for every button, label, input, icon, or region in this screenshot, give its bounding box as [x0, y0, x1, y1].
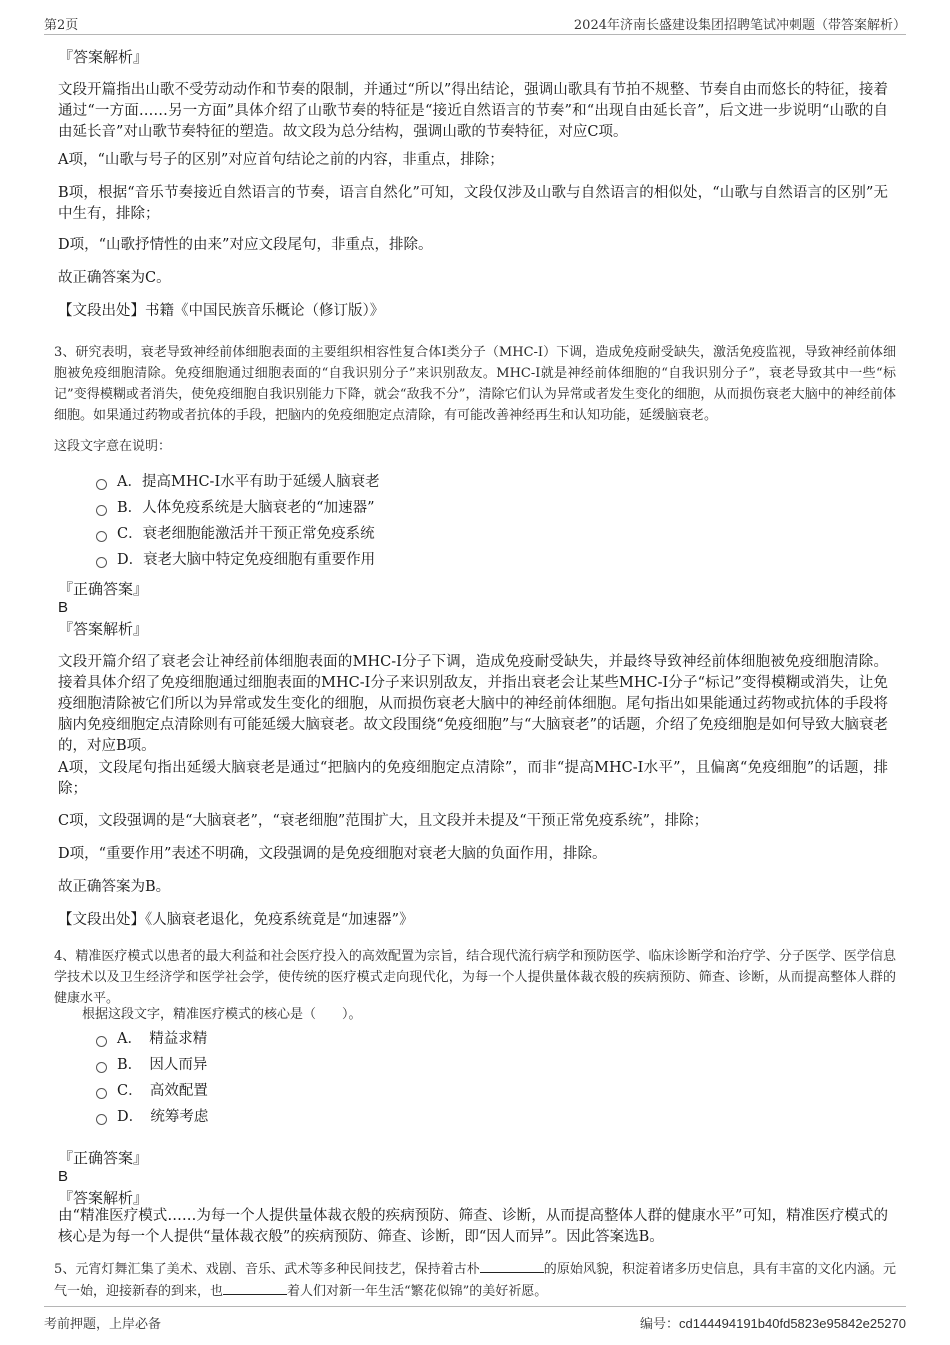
q3-option-d[interactable]: D．衰老大脑中特定免疫细胞有重要作用	[96, 550, 375, 570]
document-title: 2024年济南长盛建设集团招聘笔试冲刺题（带答案解析）	[573, 18, 906, 33]
q2-source: 【文段出处】书籍《中国民族音乐概论（修订版）》	[58, 303, 385, 319]
fill-blank-1[interactable]	[480, 1258, 544, 1273]
q2-conclusion: 故正确答案为C。	[58, 270, 171, 286]
q4-option-d[interactable]: D． 统筹考虑	[96, 1107, 208, 1127]
radio-button-icon[interactable]	[96, 1036, 107, 1047]
q2-option-a-analysis: A项，“山歌与号子的区别”对应首句结论之前的内容，非重点，排除；	[58, 152, 504, 168]
q4-prompt: 根据这段文字，精准医疗模式的核心是（ ）。	[82, 1007, 362, 1022]
document-code: 编号：cd144494191b40fd5823e95842e25270	[639, 1316, 906, 1332]
q5-stem: 5、元宵灯舞汇集了美术、戏剧、音乐、武术等多种民间技艺，保持着古朴 的原始风貌，积淀着诸多历史信息，具有丰富的文化内涵。元气一始，迎接新春的到来，也 着人们对新一年生活“繁花似锦”的美好祈愿。	[54, 1258, 896, 1302]
page-footer	[44, 1306, 906, 1331]
q2-option-b-analysis: B项，根据“音乐节奏接近自然语言的节奏，语言自然化”可知，文段仅涉及山歌与自然语言的相似处，“山歌与自然语言的区别”无中生有，排除；	[58, 185, 888, 222]
page-number: 第2页	[44, 18, 79, 33]
q4-analysis-label: 『答案解析』	[58, 1189, 149, 1207]
q3-option-d-analysis: D项，“重要作用”表述不明确，文段强调的是免疫细胞对衰老大脑的负面作用，排除。	[58, 846, 607, 862]
q3-option-a[interactable]: A．提高MHC-I水平有助于延缓人脑衰老	[96, 472, 380, 492]
q3-option-b[interactable]: B．人体免疫系统是大脑衰老的“加速器”	[96, 498, 374, 518]
q3-analysis: 文段开篇介绍了衰老会让神经前体细胞表面的MHC-I分子下调，造成免疫耐受缺失，并最终导致神经前体细胞被免疫细胞清除。接着具体介绍了免疫细胞通过细胞表面的MHC-I分子来识别敌友，并指出衰老会让某些MHC-I分子“标记”变得模糊或消失，让免疫细胞清除被它们所以为异常或发生变化的细胞，从而损伤衰老大脑中的神经前体细胞。尾句指出如果能通过药物或抗体的手段将脑内免疫细胞定点清除则有可能延缓大脑衰老。故文段围绕“免疫细胞”与“大脑衰老”的话题，介绍了免疫细胞是如何导致大脑衰老的，对应B项。	[58, 654, 888, 754]
page-header	[44, 12, 906, 35]
q3-option-a-analysis: A项，文段尾句指出延缓大脑衰老是通过“把脑内的免疫细胞定点清除”，而非“提高MHC-I水平”，且偏离“免疫细胞”的话题，排除；	[58, 760, 888, 797]
radio-button-icon[interactable]	[96, 557, 107, 568]
radio-button-icon[interactable]	[96, 1062, 107, 1073]
q4-answer-label: 『正确答案』	[58, 1149, 149, 1167]
q4-stem: 4、精准医疗模式以患者的最大利益和社会医疗投入的高效配置为宗旨，结合现代流行病学和预防医学、临床诊断学和治疗学、分子医学、医学信息学技术以及卫生经济学和医学社会学，使传统的医疗模式走向现代化，为每一个人提供量体裁衣般的疾病预防、筛查、诊断，从而提高整体人群的健康水平。	[54, 949, 896, 1006]
q2-analysis-label: 『答案解析』	[58, 48, 149, 66]
q3-stem: 3、研究表明，衰老导致神经前体细胞表面的主要组织相容性复合体I类分子（MHC-I）下调，造成免疫耐受缺失，激活免疫监视，导致神经前体细胞被免疫细胞清除。免疫细胞通过细胞表面的“自我识别分子”来识别敌友。MHC-I就是神经前体细胞的“自我识别分子”，衰老导致其中一些“标记”变得模糊或者消失，使免疫细胞自我识别能力下降，就会“敌我不分”，清除它们认为异常或者发生变化的细胞，从而损伤衰老大脑中的神经前体细胞。如果通过药物或者抗体的手段，把脑内的免疫细胞定点清除，有可能改善神经再生和认知功能，延缓脑衰老。	[54, 345, 896, 423]
fill-blank-2[interactable]	[223, 1280, 287, 1295]
radio-button-icon[interactable]	[96, 1114, 107, 1125]
radio-button-icon[interactable]	[96, 531, 107, 542]
q3-source: 【文段出处】《人脑衰老退化，免疫系统竟是“加速器”》	[58, 912, 414, 928]
q4-option-c[interactable]: C． 高效配置	[96, 1081, 208, 1101]
q3-answer-label: 『正确答案』	[58, 580, 149, 598]
q3-option-c-analysis: C项，文段强调的是“大脑衰老”，“衰老细胞”范围扩大，且文段并未提及“干预正常免疫系统”，排除；	[58, 813, 709, 829]
q3-analysis-label: 『答案解析』	[58, 620, 149, 638]
q4-answer: B	[58, 1168, 69, 1185]
radio-button-icon[interactable]	[96, 505, 107, 516]
q2-option-d-analysis: D项，“山歌抒情性的由来”对应文段尾句，非重点，排除。	[58, 237, 433, 253]
q4-option-b[interactable]: B． 因人而异	[96, 1055, 207, 1075]
q4-analysis: 由“精准医疗模式……为每一个人提供量体裁衣般的疾病预防、筛查、诊断，从而提高整体人群的健康水平”可知，精准医疗模式的核心是为每一个人提供“量体裁衣般”的疾病预防、筛查、诊断，即“因人而异”。因此答案选B。	[58, 1208, 888, 1245]
footer-slogan: 考前押题，上岸必备	[44, 1317, 162, 1332]
radio-button-icon[interactable]	[96, 1088, 107, 1099]
q2-analysis: 文段开篇指出山歌不受劳动动作和节奏的限制，并通过“所以”得出结论，强调山歌具有节拍不规整、节奏自由而悠长的特征，接着通过“一方面……另一方面”具体介绍了山歌节奏的特征是“接近自然语言的节奏”和“出现自由延长音”，后文进一步说明“山歌的自由延长音”对山歌节奏特征的塑造。故文段为总分结构，强调山歌的节奏特征，对应C项。	[58, 82, 888, 140]
q3-prompt: 这段文字意在说明：	[54, 439, 172, 454]
q4-option-a[interactable]: A． 精益求精	[96, 1029, 207, 1049]
q3-conclusion: 故正确答案为B。	[58, 879, 171, 895]
q3-option-c[interactable]: C．衰老细胞能激活并干预正常免疫系统	[96, 524, 375, 544]
q3-answer: B	[58, 599, 69, 616]
radio-button-icon[interactable]	[96, 479, 107, 490]
